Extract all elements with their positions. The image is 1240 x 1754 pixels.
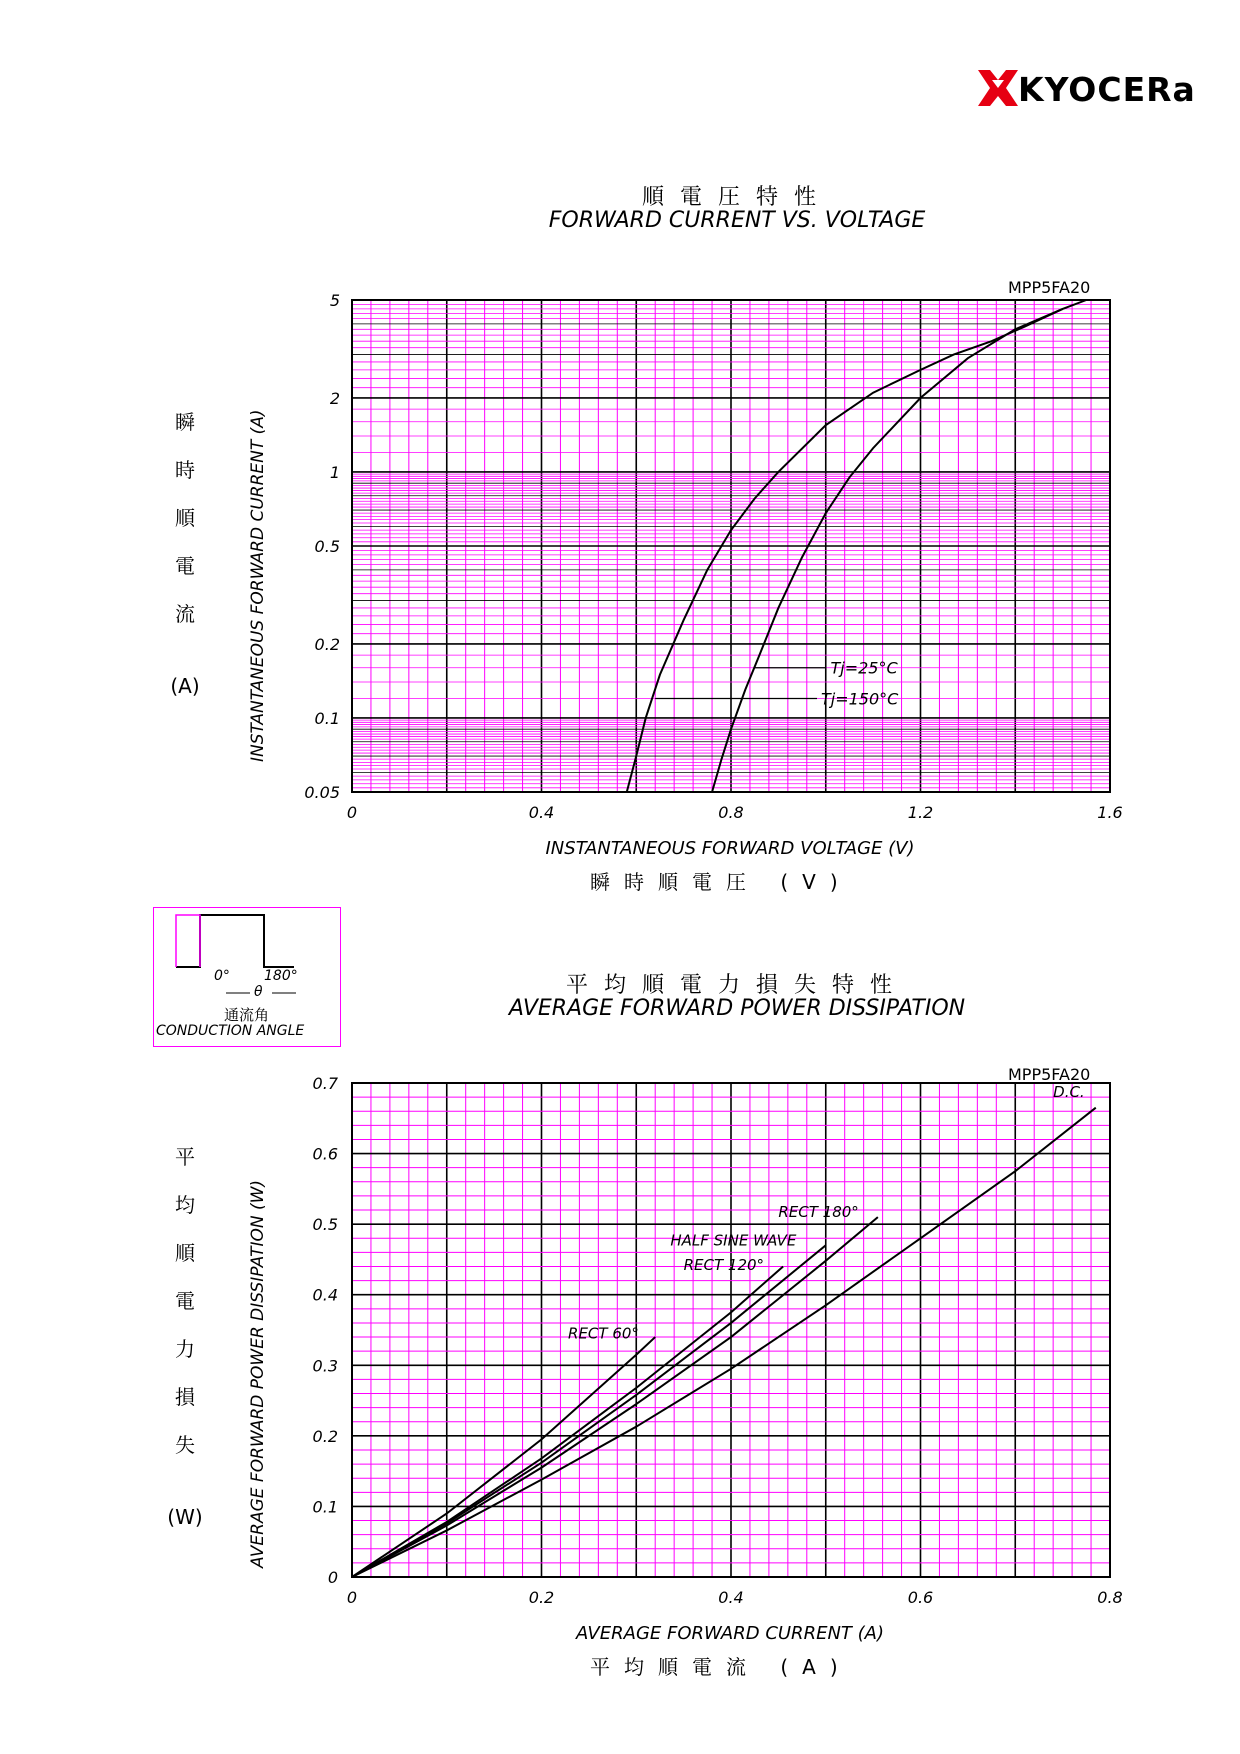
x-tick-label: 0.8	[718, 803, 744, 822]
ylabel-jp-char: 順	[175, 1241, 195, 1265]
y-tick-label: 0	[327, 1568, 338, 1587]
x-tick-label: 0.6	[907, 1588, 934, 1607]
y-tick-label: 0.6	[312, 1144, 338, 1164]
y-tick-label: 0.4	[312, 1285, 338, 1305]
y-tick-label: 0.1	[314, 708, 340, 728]
y-tick-label: 0.5	[312, 1215, 338, 1235]
inset-theta: θ	[254, 984, 263, 1000]
ylabel-jp-char: 電	[175, 1289, 195, 1313]
chart2-title-jp: 平均順電力損失特性	[565, 973, 908, 998]
ylabel-jp-char: 失	[175, 1433, 195, 1457]
chart1-xlabel-en: INSTANTANEOUS FORWARD VOLTAGE (V)	[545, 838, 915, 859]
annotation-label: Tj=25°C	[830, 658, 898, 678]
y-tick-label: 0.2	[312, 1426, 338, 1446]
x-tick-label: 0.4	[718, 1588, 744, 1607]
x-tick-label: 1.6	[1097, 803, 1123, 822]
y-tick-label: 0.3	[312, 1356, 338, 1376]
chart1-title-jp: 順電圧特性	[641, 185, 832, 210]
x-tick-label: 0.4	[528, 803, 555, 822]
y-tick-label: 0.05	[304, 783, 340, 802]
x-tick-label: 0	[346, 803, 358, 822]
y-tick-label: 1	[329, 462, 340, 482]
chart2-part-number: MPP5FA20	[1008, 1065, 1091, 1084]
y-tick-label: 5	[329, 291, 340, 310]
annotation-label: RECT 60°	[568, 1324, 639, 1343]
chart2-ylabel-en: AVERAGE FORWARD POWER DISSIPATION (W)	[248, 1179, 268, 1568]
ylabel-jp-char: 力	[175, 1337, 195, 1361]
inset-label-en: CONDUCTION ANGLE	[156, 1023, 305, 1039]
ylabel-jp-char: 均	[175, 1193, 195, 1217]
brand-logo-text: KYOCERa	[1018, 70, 1196, 109]
chart2-title-en: AVERAGE FORWARD POWER DISSIPATION	[508, 996, 966, 1021]
inset-label-0: 0°	[214, 968, 230, 984]
y-tick-label: 0.7	[312, 1074, 338, 1093]
ylabel-jp-unit: (A)	[170, 674, 200, 698]
annotation-label: RECT 180°	[778, 1203, 859, 1222]
y-tick-label: 0.5	[314, 537, 340, 556]
ylabel-jp-char: 損	[175, 1385, 195, 1409]
y-tick-label: 0.1	[312, 1497, 338, 1517]
x-tick-label: 0	[346, 1588, 358, 1607]
x-tick-label: 0.8	[1097, 1588, 1123, 1607]
y-tick-label: 0.2	[314, 634, 340, 654]
ylabel-jp-char: 電	[175, 554, 195, 578]
ylabel-jp-unit: (W)	[167, 1505, 203, 1529]
chart1-xlabel-jp: 瞬時順電圧 (V)	[590, 870, 852, 894]
inset-label-jp: 通流角	[224, 1006, 270, 1024]
x-tick-label: 0.2	[528, 1588, 555, 1607]
ylabel-jp-char: 瞬	[175, 410, 195, 434]
ylabel-jp-char: 順	[175, 506, 195, 530]
ylabel-jp-char: 時	[175, 458, 195, 482]
chart1-part-number: MPP5FA20	[1008, 278, 1091, 297]
ylabel-jp-char: 平	[175, 1145, 195, 1169]
inset-label-180: 180°	[264, 968, 298, 984]
chart2-xlabel-jp: 平均順電流 (A)	[590, 1655, 852, 1679]
annotation-label: Tj=150°C	[821, 689, 899, 709]
annotation-label: D.C.	[1053, 1083, 1085, 1102]
chart2-xlabel-en: AVERAGE FORWARD CURRENT (A)	[576, 1623, 884, 1644]
x-tick-label: 1.2	[907, 803, 934, 822]
annotation-label: HALF SINE WAVE	[670, 1231, 797, 1250]
ylabel-jp-char: 流	[175, 602, 195, 626]
chart1-ylabel-en: INSTANTANEOUS FORWARD CURRENT (A)	[248, 409, 268, 762]
annotation-label: RECT 120°	[683, 1256, 765, 1275]
y-tick-label: 2	[329, 388, 340, 408]
chart1-title-en: FORWARD CURRENT VS. VOLTAGE	[548, 208, 926, 233]
